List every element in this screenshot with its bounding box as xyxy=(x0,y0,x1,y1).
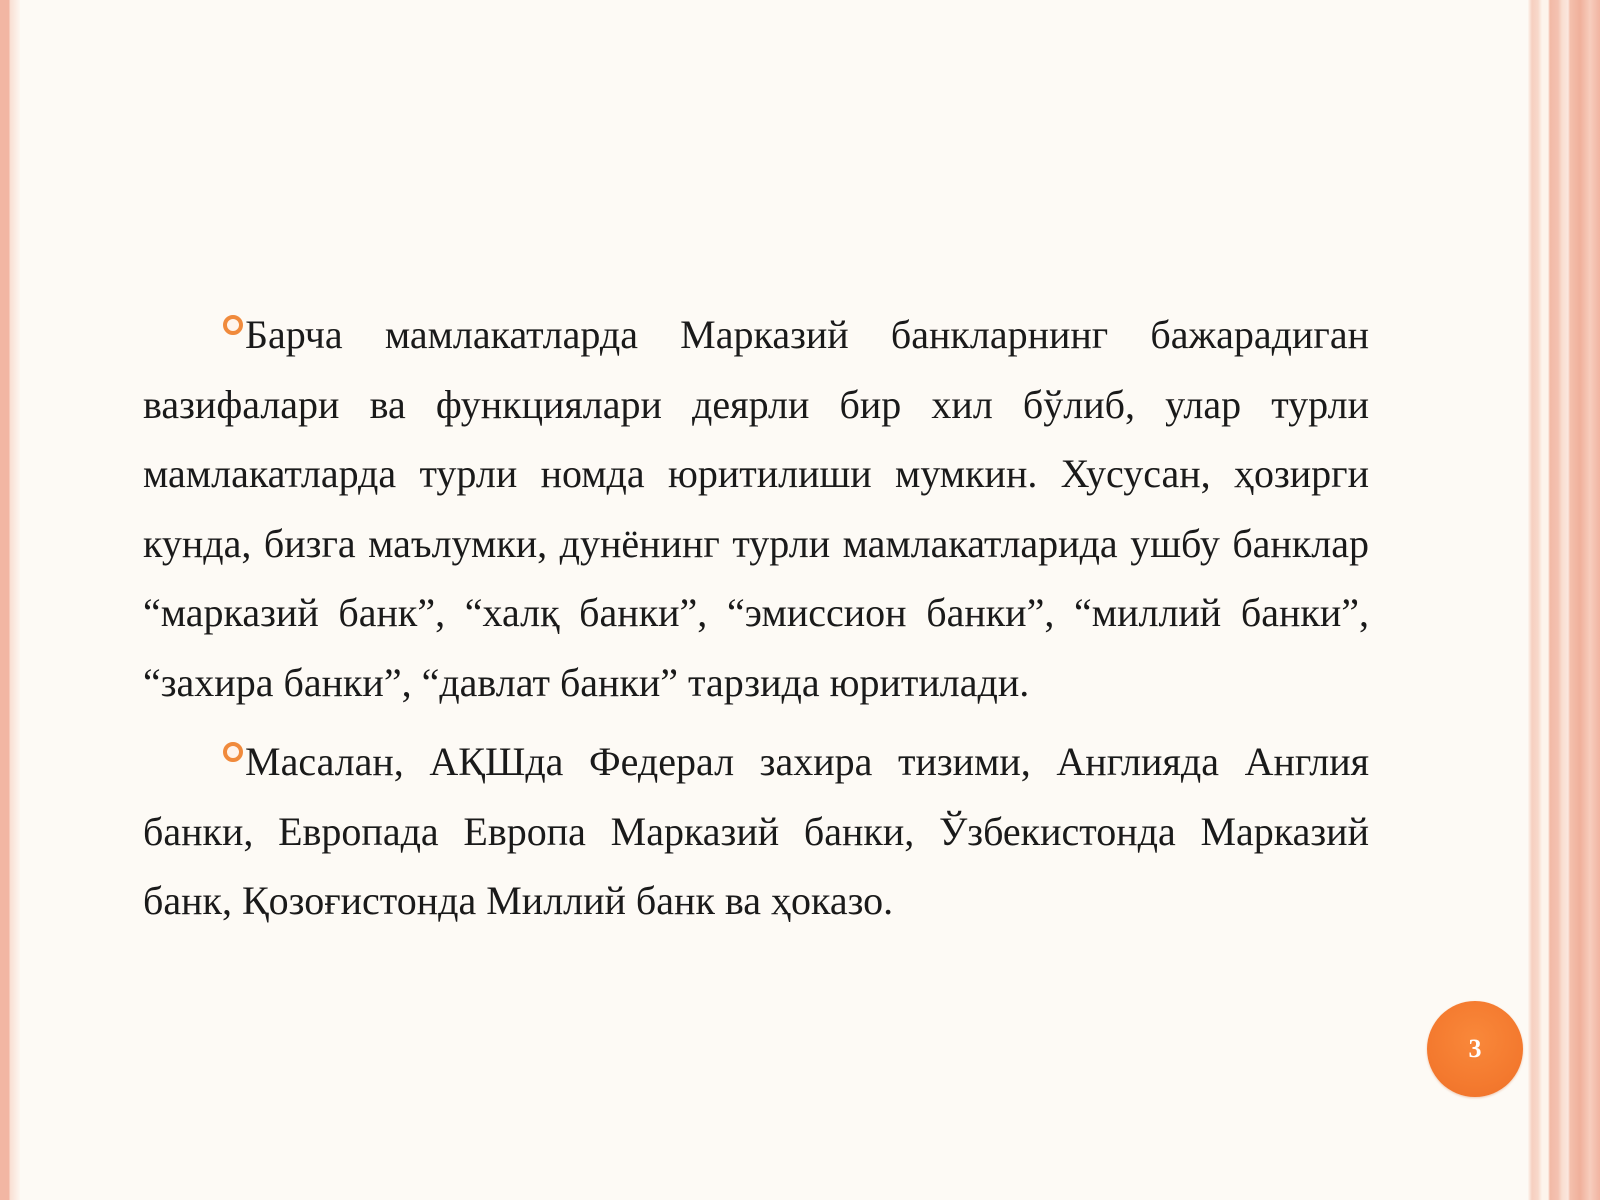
paragraph-text: Барча мамлакатларда Марказий банкларнинг бажарадиган вазифалари ва функциялари деярли бир хил бўлиб, улар турли мамлакатларда турли номда юритилиши мумкин. Хусусан, ҳозирги кунда, бизга маълумки, дунёнинг турли мамлакатларида ушбу банклар “марказий банк”, “халқ банки”, “эмиссион банки”, “миллий банки”, “захира банки”, “давлат банки” тарзида юритилади. xyxy=(143,312,1369,705)
orange-ring-bullet-icon xyxy=(223,742,243,762)
orange-ring-bullet-icon xyxy=(223,315,243,335)
right-border-stripes xyxy=(1528,0,1600,1200)
slide-body xyxy=(143,300,1369,946)
paragraph-text: Масалан, АҚШда Федерал захира тизими, Англияда Англия банки, Европада Европа Марказий банки, Ўзбекистонда Марказий банк, Қозоғистонда Миллий банк ва ҳоказо. xyxy=(143,739,1369,923)
page-number-badge xyxy=(1427,1001,1523,1097)
paragraph-examples xyxy=(143,727,1369,936)
page-number: 3 xyxy=(1468,1034,1482,1063)
paragraph-central-bank-functions xyxy=(143,300,1369,717)
left-border-stripe xyxy=(0,0,20,1200)
